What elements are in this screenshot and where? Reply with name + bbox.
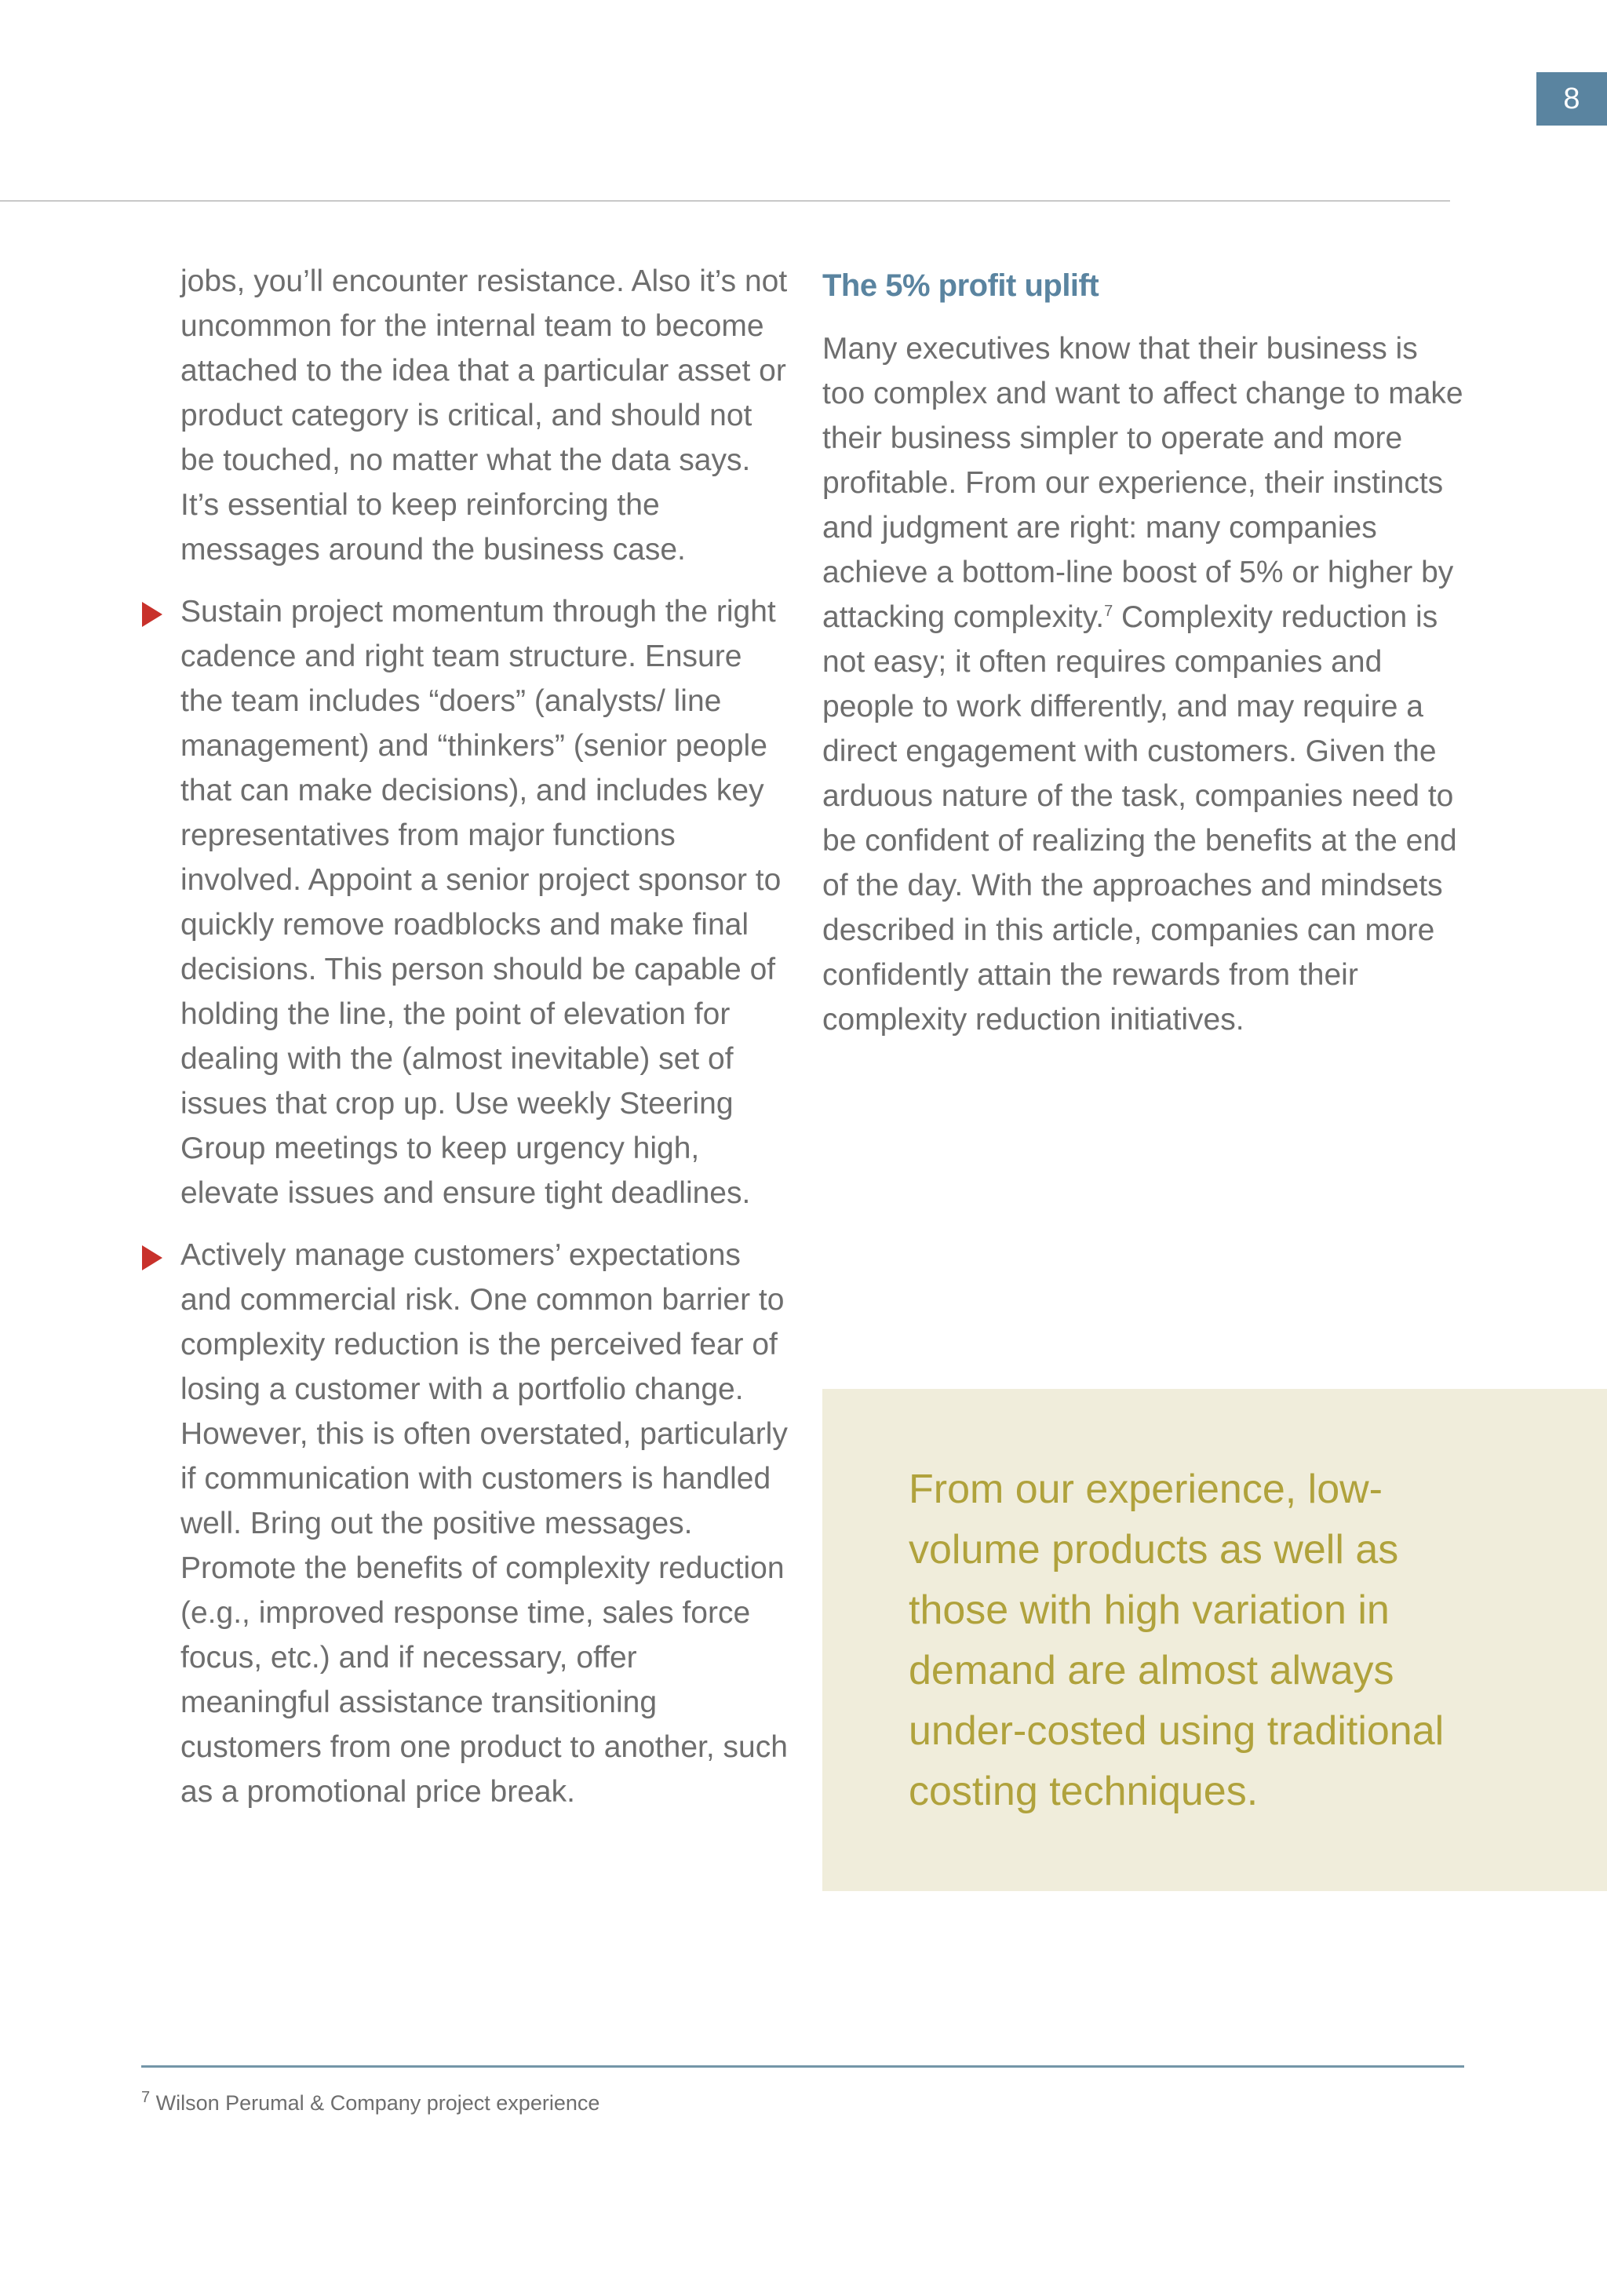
pull-quote-box [822, 1389, 1607, 1891]
bullet-text: Sustain project momentum through the right cadence and right team structure. Ensure the team includes “doers” (analysts/ line management) and “thinkers” (senior people that can make decisions), and includes key representatives from major functions involved. Appoint a senior project sponsor to quickly remove roadblocks and make final decisions. This person should be capable of holding the line, the point of elevation for dealing with the (almost inevitable) set of issues that crop up. Use weekly Steering Group meetings to keep urgency high, elevate issues and ensure tight deadlines. [180, 595, 782, 1210]
footnote-text: Wilson Perumal & Company project experience [150, 2091, 600, 2115]
right-column [822, 261, 1466, 1042]
header-divider [0, 200, 1450, 202]
bullet-text: Actively manage customers’ expectations and commercial risk. One common barrier to complexity reduction is the perceived fear of losing a customer with a portfolio change. However, this is often overstated, particularly if communication with customers is handled well. Bring out the positive messages. Promote the benefits of complexity reduction (e.g., improved response time, sales force focus, etc.) and if necessary, offer meaningful assistance transitioning customers from one product to another, such as a promotional price break. [180, 1238, 788, 1809]
left-column [141, 259, 793, 1831]
body-text-part2: Complexity reduction is not easy; it often requires companies and people to work differently, and may require a direct engagement with customers. Given the arduous nature of the task, companies need to be confident of realizing the benefits at the end of the day. With the approaches and mindsets described in this article, companies can more confidently attain the rewards from their complexity reduction initiatives. [822, 600, 1457, 1037]
pull-quote-text: From our experience, low-volume products as well as those with high variation in demand are almost always under-costed using traditional costing techniques. [909, 1467, 1445, 1814]
footnote-reference: 7 [1104, 603, 1113, 620]
body-paragraph [822, 326, 1466, 1042]
footnote-marker: 7 [141, 2089, 151, 2106]
body-text-part1: Many executives know that their business is too complex and want to affect change to make their business simpler to operate and more profitable. From our experience, their instincts and judgment are right: many companies achieve a bottom-line boost of 5% or higher by attacking complexity. [822, 332, 1463, 634]
bullet-arrow-icon [142, 602, 162, 627]
bullet-item [141, 1233, 793, 1814]
lead-paragraph: jobs, you’ll encounter resistance. Also it’s not uncommon for the internal team to become attached to the idea that a particular asset or product category is critical, and should not be touched, no matter what the data says. It’s essential to keep reinforcing the messages around the business case. [180, 264, 788, 567]
bullet-arrow-icon [142, 1245, 162, 1270]
section-heading: The 5% profit uplift [822, 268, 1099, 303]
bullet-item [141, 589, 793, 1215]
footer-divider [141, 2065, 1464, 2068]
footnote [141, 2090, 599, 2116]
page-number: 8 [1536, 72, 1607, 126]
